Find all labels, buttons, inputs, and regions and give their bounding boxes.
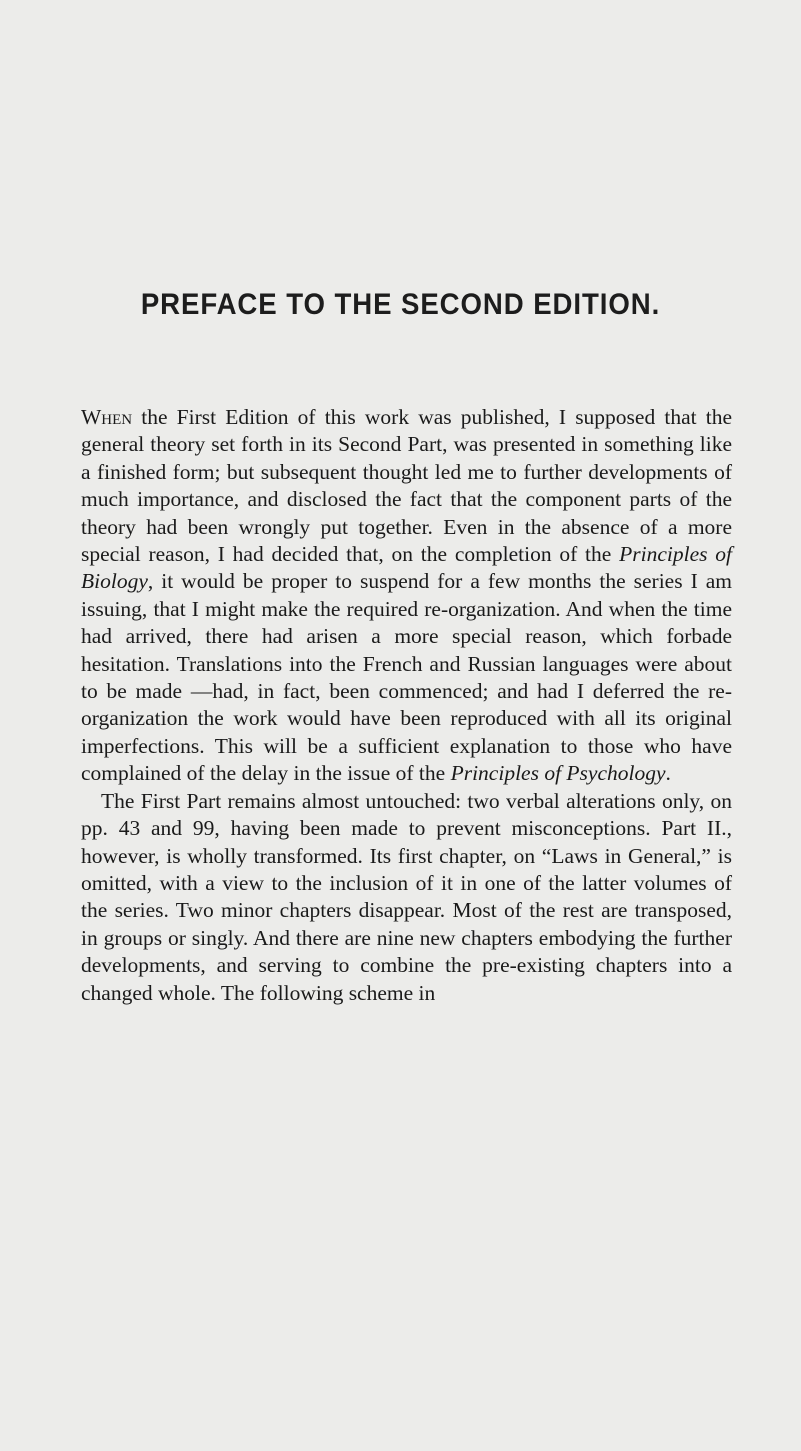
page-title: PREFACE TO THE SECOND EDITION.: [140, 288, 661, 321]
paragraph-2: The First Part remains almost untouched: two verbal alterations only, on pp. 43 and 99, having been made to prevent misconceptions. Part II., however, is wholly transformed. Its first chapter, on “Laws in General,” is omitted, with a view to the inclusion of it in one of the latter volumes of the series. Two minor chapters disappear. Most of the rest are transposed, in groups or singly. And there are nine new chapters embodying the further developments, and serving to combine the pre-existing chapters into a changed whole. The following scheme in: [81, 788, 732, 1005]
paragraph-1-text-c: .: [665, 761, 671, 786]
book-title-psychology: Principles of Psychology: [450, 761, 666, 786]
book-title-biology: Principles of Biology: [81, 542, 732, 594]
lead-word: When: [81, 405, 133, 429]
paragraph-1-text-a: the First Edition of this work was published, I supposed that the general theory set forth in its Second Part, was presented in something like a finished form; but subsequent thought led me to further developments of much importance, and disclosed the fact that the component parts of the theory had been wrongly put together. Even in the absence of a more special reason, I had decided that, on the completion of the: [81, 405, 732, 567]
paragraph-1: [81, 404, 732, 788]
preface-body: [81, 404, 732, 1007]
paragraph-1-text-b: , it would be proper to suspend for a few months the series I am issuing, that I might make the required re-organization. And when the time had arrived, there had arisen a more special reason, which forbade hesitation. Translations into the French and Russian languages were about to be made —had, in fact, been commenced; and had I deferred the re-organization the work would have been reproduced with all its original imperfections. This will be a sufficient explanation to those who have complained of the delay in the issue of the: [81, 569, 732, 786]
